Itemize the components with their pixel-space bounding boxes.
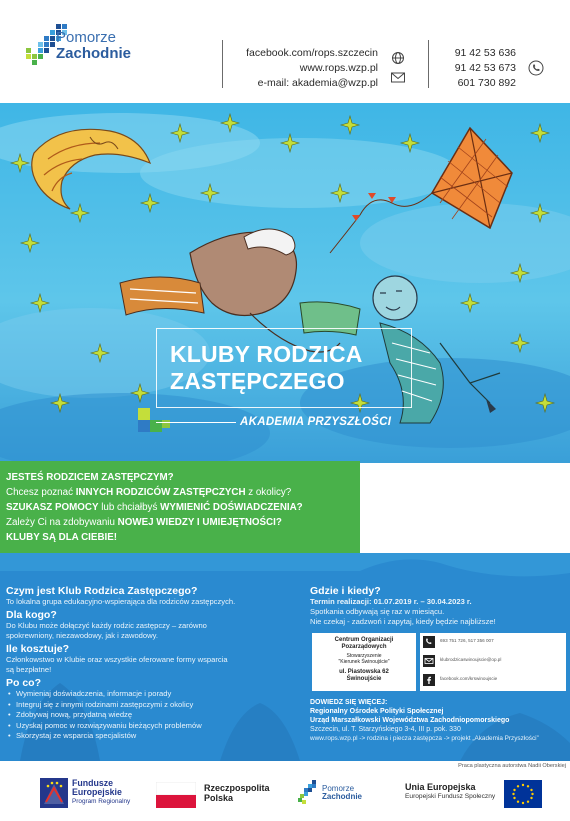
list-item: • Skorzystaj ze wsparcia specjalistów [6, 731, 302, 742]
pz-line-2: Zachodnie [322, 792, 363, 801]
phone-2[interactable]: 91 42 53 673 [454, 62, 516, 74]
more-heading: DOWIEDZ SIĘ WIĘCEJ: [310, 699, 388, 706]
contact-icons [390, 47, 406, 91]
phone-3[interactable]: 601 730 892 [457, 77, 516, 89]
where-meetings: Spotkania odbywają się raz w miesiącu. [310, 607, 445, 616]
pomorze-zachodnie-footer-logo [298, 780, 322, 810]
rp-line-1: Rzeczpospolita [204, 783, 270, 793]
fe-line-2: Europejskie [72, 787, 122, 797]
banner-l3b: lub chciałbyś [98, 502, 161, 513]
title-line-1: KLUBY RODZICA [170, 341, 363, 367]
pomorze-zachodnie-label [322, 785, 362, 801]
list-item: • Integruj się z innymi rodzinami zastępczymi z okolicy [6, 700, 302, 711]
painting [0, 103, 570, 463]
venue-assoc-1: Stowarzyszenie [346, 653, 382, 659]
poster-title [170, 341, 410, 395]
globe-icon [393, 53, 404, 64]
banner-line-5: KLUBY SĄ DLA CIEBIE! [6, 532, 118, 543]
banner-line-4 [6, 515, 376, 530]
phone-list [440, 46, 516, 91]
list-item: • Zdobywaj nową, przydatną wiedzę [6, 710, 302, 721]
rzeczpospolita-label [204, 783, 270, 803]
club-email-row [420, 652, 566, 671]
phone-1[interactable]: 91 42 53 636 [454, 47, 516, 59]
more-org: Regionalny Ośrodek Polityki Społecznej [310, 708, 444, 715]
faq-a1: To lokalna grupa edukacyjno-wspierająca dla rodziców zastępczych. [6, 597, 236, 606]
where-period: Termin realizacji: 01.07.2019 r. – 30.04.2023 r. [310, 597, 472, 606]
faq-q4: Po co? [6, 677, 42, 689]
envelope-icon [392, 73, 405, 82]
fundusze-europejskie-logo [40, 778, 68, 808]
club-fb-row [420, 671, 566, 690]
ue-line-2: Europejski Fundusz Społeczny [405, 793, 496, 800]
logo-line-1: Pomorze [56, 29, 117, 46]
club-facebook[interactable]: facebook.com/krswinoujscie [440, 676, 498, 681]
faq-a2b: spokrewniony, niezawodowy, jak i zawodowy. [6, 631, 158, 640]
more-info [310, 698, 566, 743]
banner-l3a: SZUKASZ POMOCY [6, 502, 99, 513]
artwork-credit: Praca plastyczna autorstwa Nadii Oberskiej [458, 763, 566, 769]
more-office: Urząd Marszałkowski Województwa Zachodniopomorskiego [310, 717, 510, 724]
venue-assoc-2: "Kierunek Świnoujście" [338, 659, 390, 665]
club-phone[interactable]: 693 751 726, 517 356 007 [440, 638, 494, 643]
phone-icon [528, 60, 544, 76]
contact-list [220, 46, 378, 91]
faq-q2: Dla kogo? [6, 609, 57, 621]
banner-text [6, 470, 376, 545]
email-link[interactable]: e-mail: akademia@wzp.pl [257, 77, 378, 89]
poster-subtitle: AKADEMIA PRZYSZŁOŚCI [240, 416, 392, 428]
list-item: • Wymieniaj doświadczenia, informacje i porady [6, 689, 302, 700]
club-email[interactable]: klubrodzicaswinoujscie@op.pl [440, 657, 502, 662]
phone-icon [423, 636, 435, 648]
venue-address-2: Świnoujście [346, 676, 382, 682]
header [0, 0, 570, 103]
club-contacts [420, 633, 566, 691]
fe-line-1: Fundusze [72, 778, 114, 788]
title-line-2: ZASTĘPCZEGO [170, 368, 345, 394]
fe-line-3: Program Regionalny [72, 798, 131, 805]
logo-line-2: Zachodnie [56, 45, 132, 62]
where-heading: Gdzie i kiedy? [310, 585, 381, 597]
facebook-link[interactable]: facebook.com/rops.szczecin [246, 47, 378, 59]
venue-name-2: Pozarządowych [341, 644, 387, 650]
club-phone-row [420, 633, 566, 652]
more-address: Szczecin, ul. T. Starzyńskiego 3-4, III p. pok. 330 [310, 726, 461, 733]
where-column [310, 583, 566, 627]
faq-a2a: Do Klubu może dołączyć każdy rodzic zastępczy – zarówno [6, 621, 207, 630]
where-cta: Nie czekaj - zadzwoń i zapytaj, kiedy będzie najbliższe! [310, 617, 496, 626]
more-url[interactable]: www.rops.wzp.pl -> rodzina i piecza zastępcza -> projekt „Akademia Przyszłości” [310, 735, 539, 742]
unia-europejska-label [405, 782, 495, 802]
banner-l3c: WYMIENIĆ DOŚWIADCZENIA? [160, 502, 303, 513]
banner-l2b: INNYCH RODZICÓW ZASTĘPCZYCH [75, 487, 246, 498]
venue-address-1: ul. Piastowska 62 [339, 669, 389, 675]
pz-line-1: Pomorze [322, 784, 355, 793]
hero-illustration [0, 103, 570, 463]
faq-q1: Czym jest Klub Rodzica Zastępczego? [6, 585, 198, 597]
header-divider-2 [428, 40, 429, 88]
ue-line-1: Unia Europejska [405, 782, 476, 792]
fundusze-europejskie-label [72, 779, 130, 806]
website-link[interactable]: www.rops.wzp.pl [299, 62, 378, 74]
envelope-icon [423, 655, 435, 667]
logo-wordmark [56, 30, 131, 62]
faq-column [6, 583, 302, 742]
eu-flag [504, 780, 542, 808]
banner-l4a: Zależy Ci na zdobywaniu [6, 517, 118, 528]
venue-name-1: Centrum Organizacji [334, 637, 394, 643]
list-item: • Uzyskaj pomoc w rozwiązywaniu bieżących problemów [6, 721, 302, 732]
venue-box [312, 633, 416, 691]
faq-a3a: Członkowstwo w Klubie oraz wszystkie oferowane formy wsparcia [6, 655, 228, 664]
banner-l2c: z okolicy? [245, 487, 292, 498]
banner-line-2 [6, 485, 376, 500]
faq-q3: Ile kosztuje? [6, 643, 70, 655]
facebook-icon [423, 674, 435, 686]
subtitle-rule [156, 422, 236, 423]
banner-l2a: Chcesz poznać [6, 487, 76, 498]
rp-line-2: Polska [204, 793, 234, 803]
polish-flag [156, 782, 196, 808]
banner-line-3 [6, 500, 376, 515]
banner-line-1: JESTEŚ RODZICEM ZASTĘPCZYM? [6, 472, 174, 483]
banner-l4b: NOWEJ WIEDZY I UMIEJĘTNOŚCI? [117, 517, 282, 528]
faq-a3b: są bezpłatne! [6, 665, 52, 674]
